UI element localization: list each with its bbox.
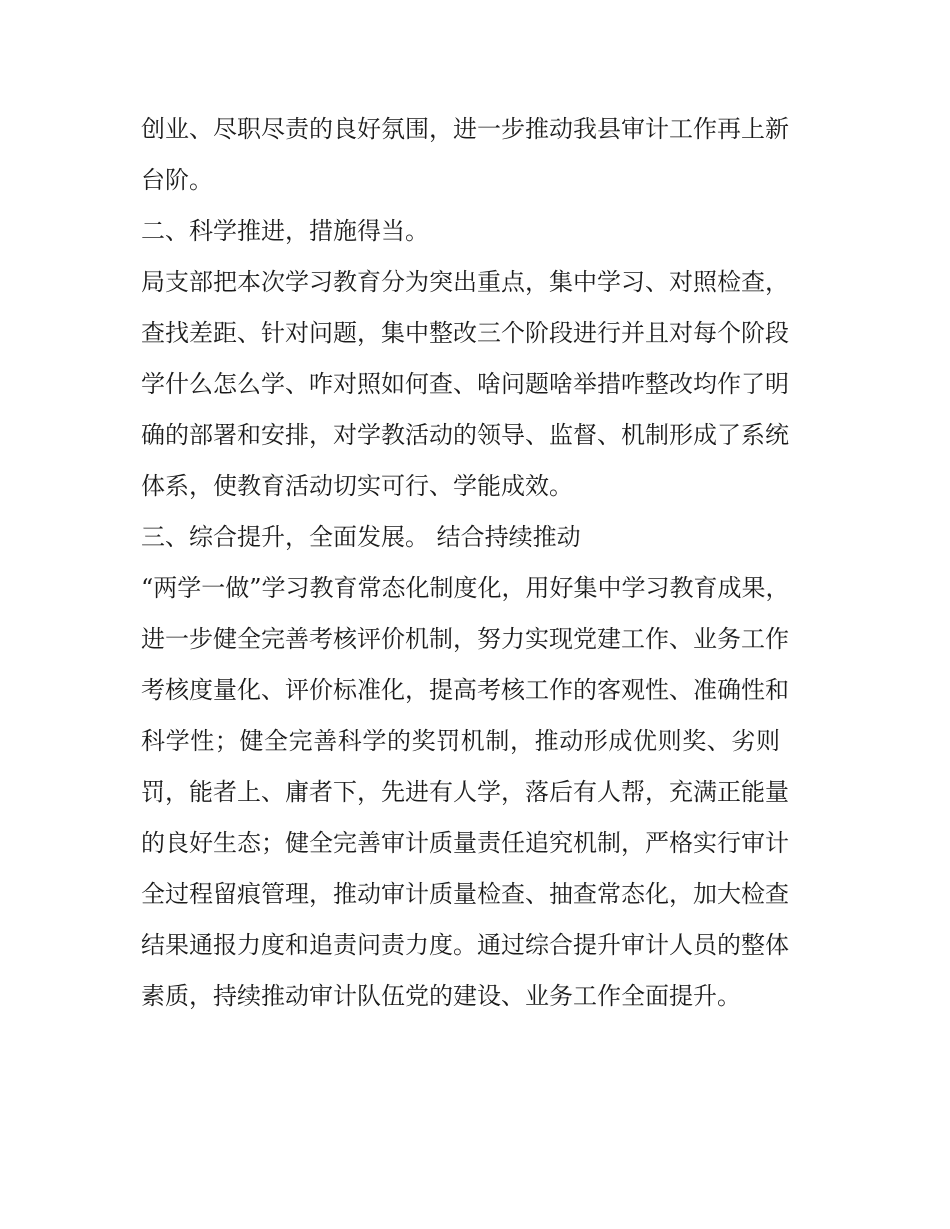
body-text-line: 进一步健全完善考核评价机制，努力实现党建工作、业务工作 [141, 625, 789, 653]
body-text-line: 罚，能者上、庸者下，先进有人学，落后有人帮，充满正能量 [141, 778, 789, 806]
body-text-line: 局支部把本次学习教育分为突出重点，集中学习、对照检查， [141, 268, 789, 296]
document-body [141, 104, 821, 1022]
body-text-line: 全过程留痕管理，推动审计质量检查、抽查常态化，加大检查 [141, 880, 789, 908]
section-heading: 二、科学推进，措施得当。 [141, 217, 429, 245]
body-text-line: 学什么怎么学、咋对照如何查、啥问题啥举措咋整改均作了明 [141, 370, 789, 398]
body-text-line: 的良好生态；健全完善审计质量责任追究机制，严格实行审计 [141, 829, 789, 857]
body-text-line: 创业、尽职尽责的良好氛围，进一步推动我县审计工作再上新 [141, 115, 789, 143]
body-text-line: 查找差距、针对问题，集中整改三个阶段进行并且对每个阶段 [141, 319, 789, 347]
body-text-line: 台阶。 [141, 166, 213, 194]
body-text-line: 科学性；健全完善科学的奖罚机制，推动形成优则奖、劣则 [141, 727, 781, 755]
section-heading: 三、综合提升，全面发展。 结合持续推动 [141, 523, 581, 551]
body-text-line: 体系，使教育活动切实可行、学能成效。 [141, 472, 573, 500]
body-text-line: “两学一做”学习教育常态化制度化，用好集中学习教育成果， [141, 574, 790, 602]
body-text-line: 确的部署和安排，对学教活动的领导、监督、机制形成了系统 [141, 421, 789, 449]
body-text-line: 考核度量化、评价标准化，提高考核工作的客观性、准确性和 [141, 676, 789, 704]
body-text-line: 素质，持续推动审计队伍党的建设、业务工作全面提升。 [141, 982, 741, 1010]
body-text-line: 结果通报力度和追责问责力度。通过综合提升审计人员的整体 [141, 931, 789, 959]
